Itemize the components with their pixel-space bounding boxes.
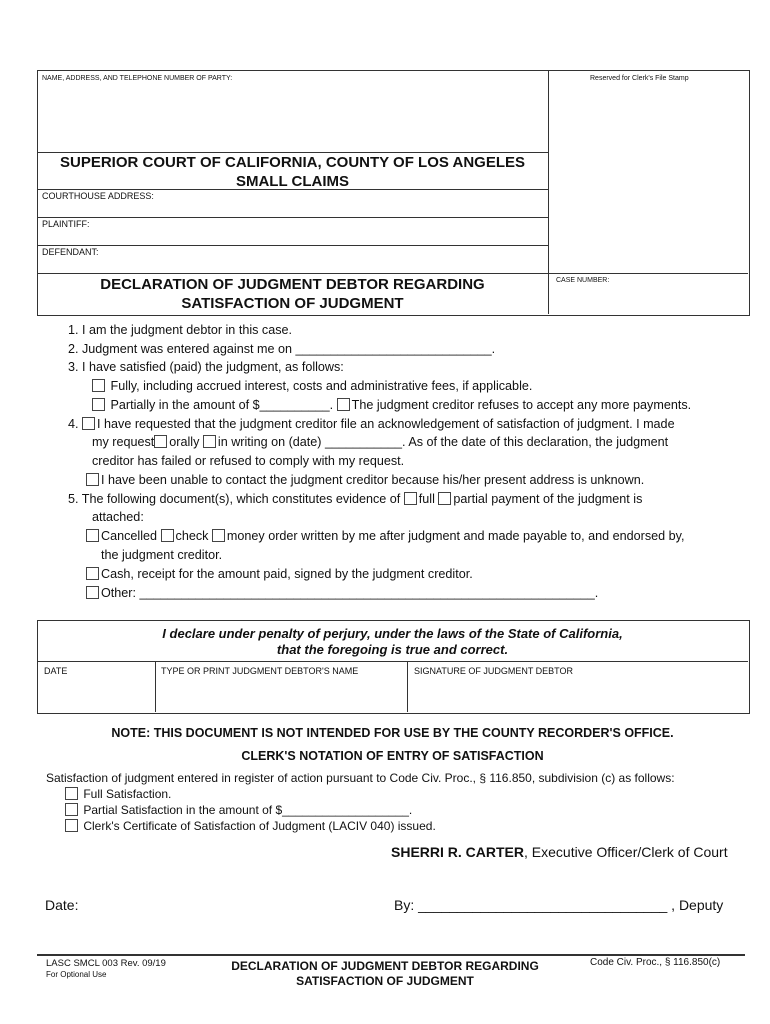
certificate-checkbox[interactable]	[65, 819, 78, 832]
date-field[interactable]: DATE	[44, 666, 68, 676]
item-3: 3. I have satisfied (paid) the judgment, as follows:	[68, 360, 344, 374]
plaintiff-field[interactable]: PLAINTIFF:	[42, 219, 90, 229]
refuses-checkbox[interactable]	[337, 398, 350, 411]
requested-checkbox[interactable]	[82, 417, 95, 430]
item-1: 1. I am the judgment debtor in this case.	[68, 323, 293, 337]
court-name: SUPERIOR COURT OF CALIFORNIA, COUNTY OF LOS ANGELES SMALL CLAIMS	[59, 154, 525, 190]
item-4b: my request orally in writing on (date) ___________. As of the date of this declaration, the judgment	[92, 435, 669, 449]
item-5e: Cash, receipt for the amount paid, signed by the judgment creditor.	[86, 566, 473, 582]
clerk-stamp-area: Reserved for Clerk's File Stamp	[590, 75, 689, 82]
deputy-field[interactable]: By: ________________________________ , Deputy	[394, 897, 724, 913]
clerk-signature-line: SHERRI R. CARTER, Executive Officer/Clerk of Court	[391, 844, 728, 860]
item-5a: 5. The following document(s), which constitutes evidence of full partial payment of the judgment is	[68, 492, 643, 506]
form-id: LASC SMCL 003 Rev. 09/19	[46, 958, 166, 969]
item-4d: I have been unable to contact the judgment creditor because his/her present address is unknown.	[86, 472, 644, 488]
clerk-intro: Satisfaction of judgment entered in register of action pursuant to Code Civ. Proc., § 116.850, subdivision (c) as follows:	[46, 771, 675, 785]
partially-checkbox[interactable]	[92, 398, 105, 411]
item-5c: Cancelled check money order written by me after judgment and made payable to, and endorsed by,	[86, 528, 685, 544]
item-3b: Partially in the amount of $__________. The judgment creditor refuses to accept any more payments.	[92, 397, 691, 413]
item-4c: creditor has failed or refused to comply with my request.	[92, 454, 405, 468]
partial-checkbox[interactable]	[438, 492, 451, 505]
item-3a: Fully, including accrued interest, costs and administrative fees, if applicable.	[92, 378, 532, 394]
perjury-statement: I declare under penalty of perjury, under the laws of the State of California, that the foregoing is true and correct.	[162, 626, 623, 657]
recorder-note: NOTE: THIS DOCUMENT IS NOT INTENDED FOR USE BY THE COUNTY RECORDER'S OFFICE.	[111, 726, 674, 740]
other-checkbox[interactable]	[86, 586, 99, 599]
item-2: 2. Judgment was entered against me on ____________________________.	[68, 342, 496, 356]
in-writing-checkbox[interactable]	[203, 435, 216, 448]
money-order-checkbox[interactable]	[212, 529, 225, 542]
check-checkbox[interactable]	[161, 529, 174, 542]
form-page: NAME, ADDRESS, AND TELEPHONE NUMBER OF PARTY: Reserved for Clerk's File Stamp SUPERIOR COURT OF CALIFORNIA, COUNTY OF LOS ANGELES SMALL CLAIMS COURTHOUSE ADDRESS: PLAINTIFF: DEFENDANT: DECLARATION OF JUDGMENT DEBTOR REGARDING SATISFACTION OF JUDGMENT CASE NUMBER: 1. I am the judgment debtor in this case. 2. Judgment was entered against me on ____________________________. 3. I have satisfied (paid) the judgment, as follows: Fully, including accrued interest, costs and administrative fees, if applicable. Partially in the amount of $__________. The judgment creditor refuses to accept any more payments. 4. I have requested that the judgment creditor file an acknowledgement of satisfaction of judgment. I made my request orally in writing on (date) ___________. As of the date of this declaration, the judgment creditor has failed or refused to comply with my request. I have been unable to contact the judgment creditor because his/her present address is unknown. 5. The following document(s), which constitutes evidence of full partial payment of the judgment is attached: Cancelled check money order written by me after judgment and made payable to, and endorsed by, the judgment creditor. Cash, receipt for the amount paid, signed by the judgment creditor. Other: _________________________________________________________________. I declare under penalty of perjury, under the laws of the State of California, that the foregoing is true and correct. DATE TYPE OR PRINT JUDGMENT DEBTOR'S NAME SIGNATURE OF JUDGMENT DEBTOR NOTE: THIS DOCUMENT IS NOT INTENDED FOR USE BY THE COUNTY RECORDER'S OFFICE. CLERK'S NOTATION OF ENTRY OF SATISFACTION Satisfaction of judgment entered in register of action pursuant to Code Civ. Proc., § 116.850, subdivision (c) as follows: Full Satisfaction. Partial Satisfaction in the amount of $___________________. Clerk's Certificate of Satisfaction of Judgment (LACIV 040) issued. SHERRI R. CARTER, Executive Officer/Clerk of Court Date: By: ________________________________ , Deputy LASC SMCL 003 Rev. 09/19 For Optional Use DECLARATION OF JUDGMENT DEBTOR REGARDING SATISFACTION OF JUDGMENT Code Civ. Proc., § 116.850(c)	[0, 0, 770, 1024]
clerk-heading: CLERK'S NOTATION OF ENTRY OF SATISFACTION	[241, 749, 544, 763]
code-reference: Code Civ. Proc., § 116.850(c)	[590, 957, 721, 968]
unable-contact-checkbox[interactable]	[86, 473, 99, 486]
cancelled-checkbox[interactable]	[86, 529, 99, 542]
orally-checkbox[interactable]	[154, 435, 167, 448]
optional-use: For Optional Use	[46, 970, 107, 979]
courthouse-address-field[interactable]: COURTHOUSE ADDRESS:	[42, 191, 154, 201]
cash-checkbox[interactable]	[86, 567, 99, 580]
signature-field[interactable]: SIGNATURE OF JUDGMENT DEBTOR	[414, 666, 574, 676]
case-number-field[interactable]: CASE NUMBER:	[556, 277, 610, 284]
full-satisfaction-checkbox[interactable]	[65, 787, 78, 800]
item-5d: the judgment creditor.	[101, 548, 223, 562]
item-5b: attached:	[92, 510, 144, 524]
debtor-name-field[interactable]: TYPE OR PRINT JUDGMENT DEBTOR'S NAME	[161, 666, 359, 676]
item-4a: 4. I have requested that the judgment creditor file an acknowledgement of satisfaction of judgment. I made	[68, 417, 675, 431]
footer-title: DECLARATION OF JUDGMENT DEBTOR REGARDING SATISFACTION OF JUDGMENT	[231, 959, 539, 988]
fully-checkbox[interactable]	[92, 379, 105, 392]
full-checkbox[interactable]	[404, 492, 417, 505]
form-title: DECLARATION OF JUDGMENT DEBTOR REGARDING SATISFACTION OF JUDGMENT	[100, 276, 485, 312]
clerk-date-field[interactable]: Date:	[45, 897, 79, 913]
party-field[interactable]: NAME, ADDRESS, AND TELEPHONE NUMBER OF PARTY:	[42, 75, 233, 82]
partial-satisfaction-checkbox[interactable]	[65, 803, 78, 816]
item-5f: Other: _________________________________________________________________.	[86, 585, 598, 601]
defendant-field[interactable]: DEFENDANT:	[42, 247, 99, 257]
